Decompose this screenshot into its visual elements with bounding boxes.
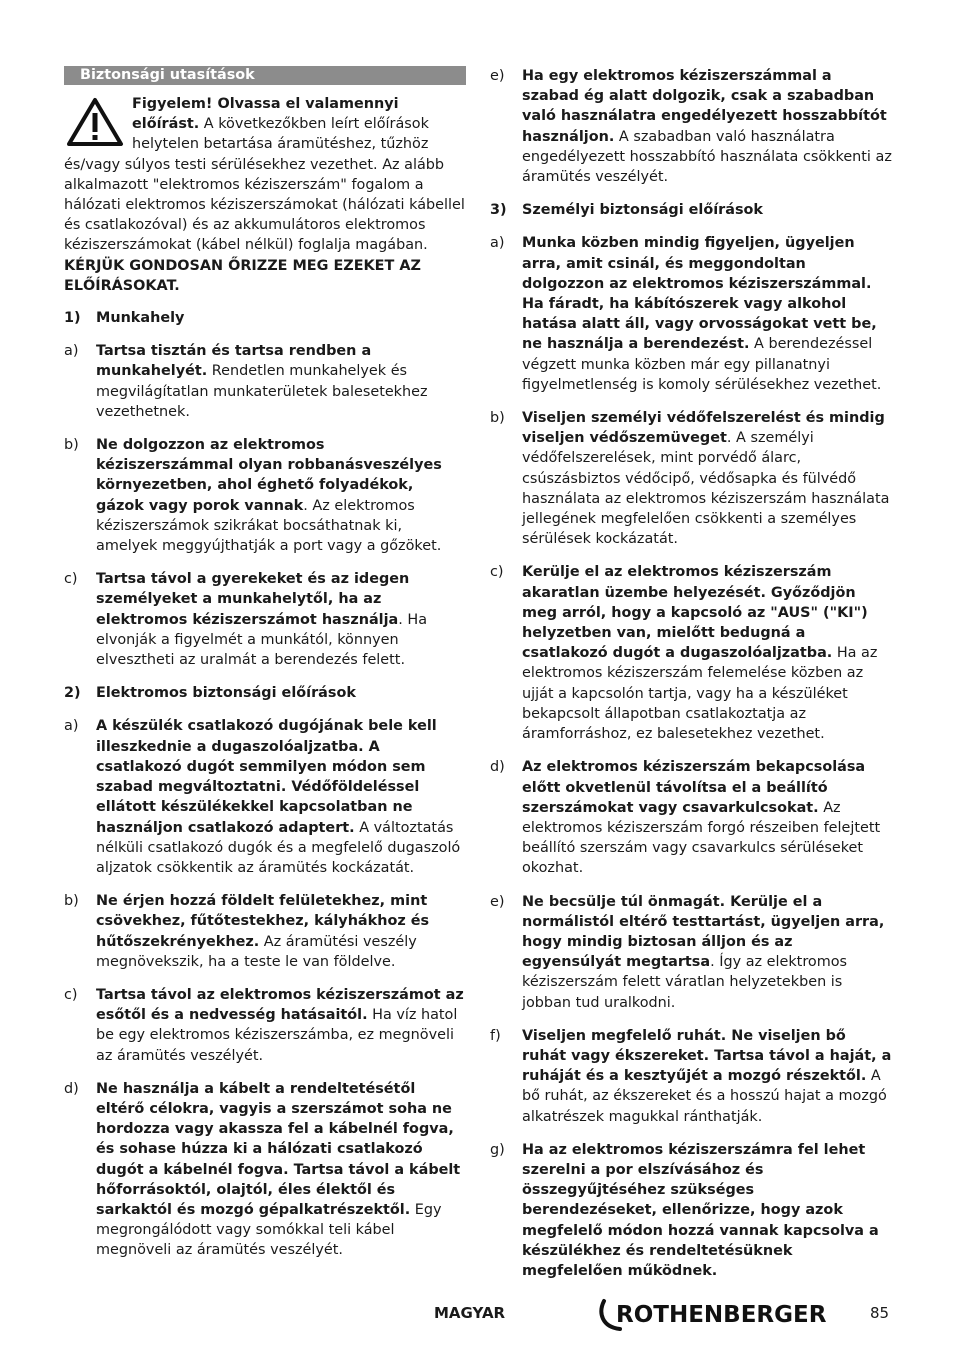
list-item [490,892,892,1013]
item-text [522,1026,892,1127]
heading-1: 1) Munkahely [64,310,185,327]
item-label: d) [490,759,505,776]
item-body: . Az elektromos kéziszerszámok szikrákat bocsáthatnak ki, amelyek meggyújthatják a port vagy a gőzöket. [96,497,442,555]
list-item [490,1140,892,1281]
item-body: Ha az elektromos kéziszerszám felemelése közben az ujját a kapcsolón tartja, vagy ha a készüléket bekapcsolt állapotban csatlakoztatja az áramforráshoz, ez balesetekhez vezethet. [522,645,878,743]
left-column [64,66,466,1274]
item-label: b) [490,410,505,427]
list-personal [490,233,892,1281]
list-item [490,408,892,549]
item-body: Rendetlen munkahelyek és megvilágítatlan munkaterületek balesetekhez vezethetnek. [96,363,428,420]
item-label: a) [64,343,79,360]
list-item [490,1026,892,1127]
warning-block [64,94,466,296]
item-text [96,716,466,878]
item-bold: Ne érjen hozzá földelt felületekhez, mint csövekhez, fűtőtestekhez, kályhákhoz és hűtőszekrényekhez. [96,893,430,950]
item-bold: Viseljen megfelelő ruhát. Ne viseljen bő ruhát vagy ékszereket. Tartsa távol a haját, a ruháját és a kesztyűjét a mozgó részektől. [522,1027,892,1085]
list-item [490,562,892,744]
item-label: b) [64,437,79,454]
footer-language: MAGYAR [434,1304,506,1322]
item-label: a) [64,718,79,735]
list-item [64,1079,466,1261]
item-bold: Munka közben mindig figyeljen, ügyeljen arra, amit csinál, és meggondoltan dolgozzon az elektromos kéziszerszámmal. Ha fáradt, ha kábítószerek vagy alkohol hatása alatt áll, vagy orvosságokat vett be, ne használja a berendezést. [522,235,877,353]
footer-brand: ROTHENBERGER [616,1302,827,1328]
right-column [490,66,892,1294]
item-body: . Így az elektromos kéziszerszám felett váratlan helyzetekben is jobban tud uralkodni. [522,954,848,1011]
item-body: Ha víz hatol be egy elektromos kéziszerszámba, ez megnöveli az áramütés veszélyét. [96,1007,458,1064]
item-body: Az elektromos kéziszerszám forgó részeiben felejtett beállító szerszám vagy csavarkulcs sérüléseket okozhat. [522,799,881,877]
item-text [96,891,466,972]
item-label: f) [490,1027,501,1044]
item-label: c) [490,564,504,581]
item-text [96,985,466,1066]
page-footer [0,1300,954,1330]
item-text [522,892,892,1013]
item-body: Az áramütési veszély megnövekszik, ha a teste le van földelve. [96,933,417,970]
item-body: Egy megrongálódott vagy somókkal teli kábel megnöveli az áramütés veszélyét. [96,1201,442,1259]
rothenberger-logo [598,1297,838,1333]
item-text [522,562,892,744]
warning-keep: KÉRJÜK GONDOSAN ŐRIZZE MEG EZEKET AZ ELŐÍRÁSOKAT. [64,257,421,294]
list-item [490,757,892,878]
warning-triangle-icon [66,97,124,147]
item-label: b) [64,893,79,910]
item-label: e) [490,893,505,910]
item-text [522,757,892,878]
list-electrical [64,716,466,1260]
item-body: . A személyi védőfelszerelések, mint porvédő álarc, csúszásbiztos védőcipő, védősapka és fülvédő használata az elektromos kéziszerszám használata jellegének megfelelően csökkenti a személyes sérülések kockázatát. [522,430,890,548]
list-item [64,985,466,1066]
item-body: A berendezéssel végzett munka közben már egy pillanatnyi figyelmetlenség is komoly sérülésekhez vezethet. [522,336,882,393]
heading-3: 3) Személyi biztonsági előírások [490,202,763,219]
item-bold: Tartsa tisztán és tartsa rendben a munkahelyét. [96,343,372,380]
item-text [522,1140,892,1281]
item-text [522,408,892,549]
list-item [64,716,466,878]
item-text [96,1079,466,1261]
item-body: A bő ruhát, az ékszereket és a hosszú hajat a mozgó alkatrészek magukkal ránthatják. [522,1068,887,1125]
item-bold: Ne becsülje túl önmagát. Kerülje el a normálistól eltérő testtartást, ügyeljen arra, hogy mindig biztosan álljon és az egyensúlyát megtartsa [522,893,885,971]
warning-text: A következőkben leírt előírások helytelen betartása áramütéshez, tűzhöz és/vagy súlyos testi sérülésekhez vezethet. Az alább alkalmazott "elektromos kéziszerszám" fogalom a hálózati elektromos kéziszerszámokat (hálózati kábellel és csatlakozóval) és az akkumulátoros elektromos kéziszerszámokat (kábel nélkül) foglalja magában. [64,116,465,254]
list-item [490,233,892,395]
item-bold: Ne dolgozzon az elektromos kéziszerszámmal olyan robbanásveszélyes környezetben, ahol éghető folyadékok, gázok vagy porok vannak [96,437,442,514]
section-title: Biztonsági utasítások [64,66,466,85]
item-bold: Viseljen személyi védőfelszerelést és mindig viseljen védőszemüveget [522,410,885,447]
item-text [96,341,466,422]
list-workplace [64,341,466,670]
item-label: c) [64,986,78,1003]
item-text [522,233,892,395]
heading-2: 2) Elektromos biztonsági előírások [64,685,356,702]
item-label: a) [490,235,505,252]
item-bold: Tartsa távol a gyerekeket és az idegen személyeket a munkahelytől, ha az elektromos kéziszerszámot használja [96,571,410,628]
item-label: d) [64,1080,79,1097]
item-label: g) [490,1141,505,1158]
item-bold: A készülék csatlakozó dugójának bele kell illeszkednie a dugaszolóaljzatba. A csatlakozó dugót semmilyen módon sem szabad megváltoztatni. Védőföldeléssel ellátott készülékekkel kapcsolatban ne használjon csatlakozó adaptert. [96,718,437,836]
item-bold: Tartsa távol az elektromos kéziszerszámot az esőtől és a nedvesség hatásaitól. [96,986,464,1024]
item-bold: Kerülje el az elektromos kéziszerszám akaratlan üzembe helyezését. Győződjön meg arról, hogy a kapcsoló az "AUS" ("KI") helyzetben van, mielőtt bedugná a csatlakozó dugót a dugaszolóaljzatba. [522,564,868,662]
item-bold: Ne használja a kábelt a rendeltetésétől eltérő célokra, vagyis a szerszámot soha ne hordozza vagy akassza fel a kábelnél fogva, és sohase húzza ki a hálózati csatlakozó dugót a kábelnél fogva. Tartsa távol a kábelt hőforrásoktól, olajtól, éles élektől és sarkaktól és mozgó gépalkatrészektől. [96,1080,461,1218]
list-item: e) Ha egy elektromos kéziszerszámmal a szabad ég alatt dolgozik, csak a szabadban való használatra engedélyezett hosszabbítót használjon. A szabadban való használatra engedélyezett hosszabbító használata csökkenti az áramütés veszélyét. [490,68,892,186]
item-body: A változtatás nélküli csatlakozó dugók és a megfelelő dugaszoló aljzatok csökkentik az áramütés kockázatát. [96,819,461,876]
page-number: 85 [870,1304,890,1322]
item-body: . Ha elvonják a figyelmét a munkától, könnyen elvesztheti az uralmát a berendezés felett. [96,611,428,669]
list-item [64,341,466,422]
list-item [64,569,466,670]
item-text [96,435,466,556]
item-bold: Ha az elektromos kéziszerszámra fel lehet szerelni a por elszívásához és összegyűjtéséhez szükséges berendezéseket, ellenőrizze, hogy azok megfelelő módon hozzá vannak kapcsolva a készülékhez és rendeltetésüknek megfelelően működnek. [522,1141,879,1279]
item-label: c) [64,571,78,588]
warning-bold: Figyelem! Olvassa el valamennyi előírást. [132,96,399,133]
item-text [96,569,466,670]
item-bold: Az elektromos kéziszerszám bekapcsolása előtt okvetlenül távolítsa el a beállító szerszámokat vagy csavarkulcsokat. [522,759,866,816]
list-item [64,891,466,972]
list-item [64,435,466,556]
